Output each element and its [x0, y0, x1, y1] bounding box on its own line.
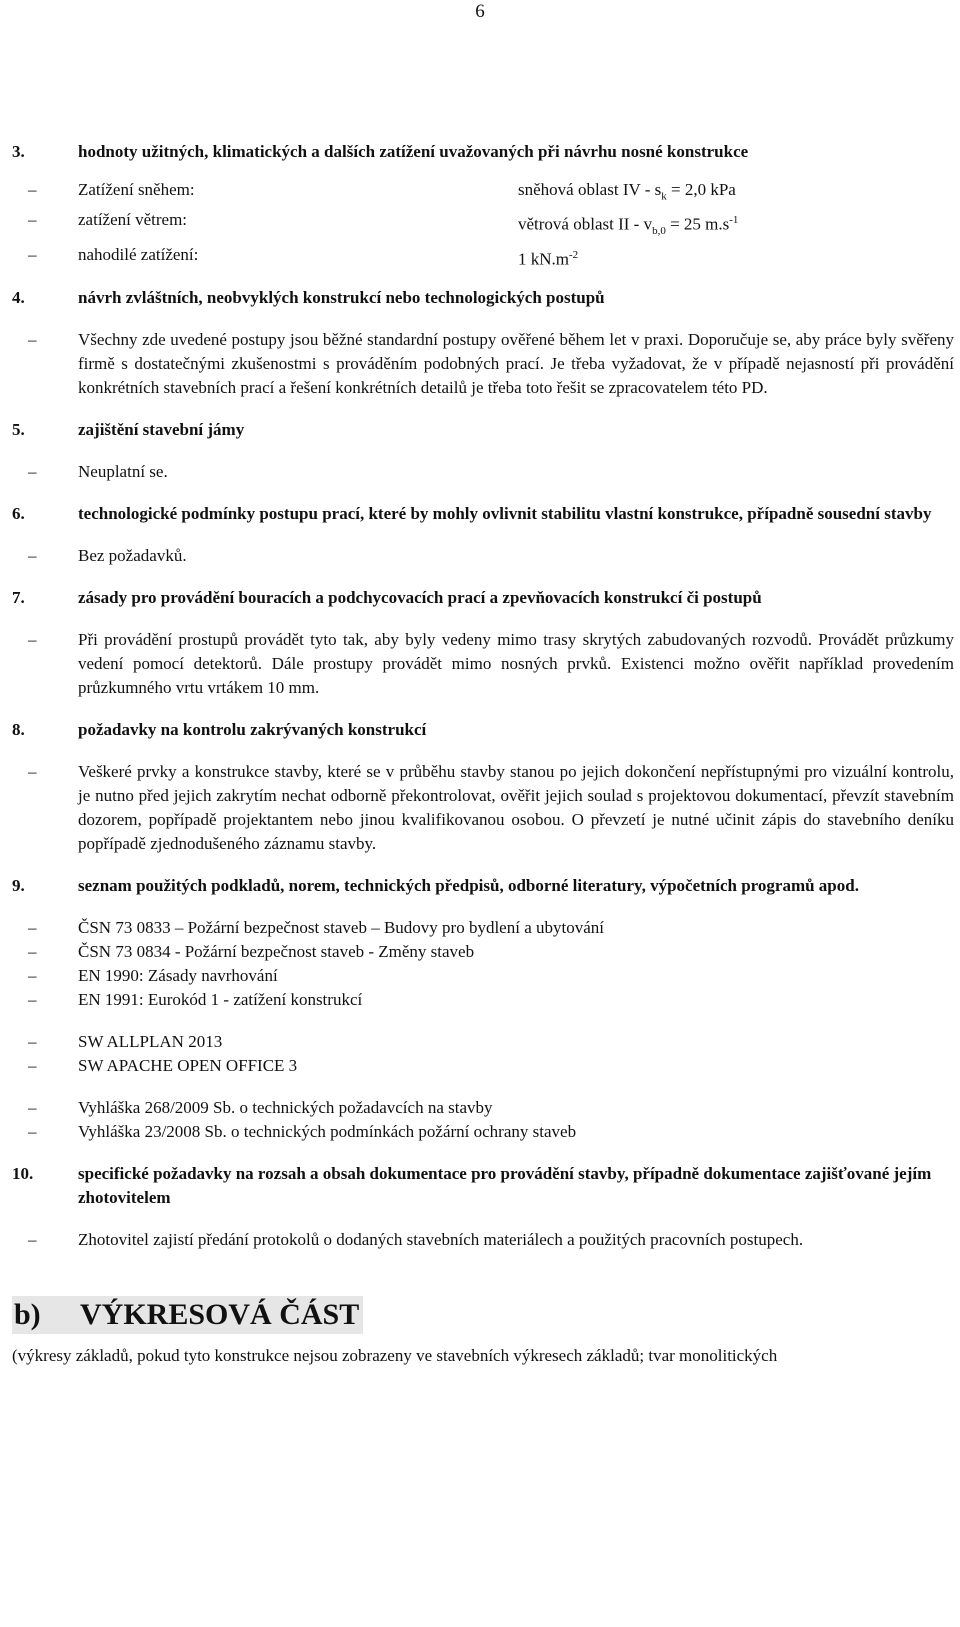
part-number: b) — [14, 1298, 41, 1332]
section-4-heading — [12, 286, 954, 310]
list-item — [12, 1228, 954, 1252]
list-dash: – — [28, 966, 37, 986]
item-text: Neuplatní se. — [78, 462, 168, 482]
part-b-heading — [12, 1296, 363, 1334]
reference-item: – ČSN 73 0834 - Požární bezpečnost staveb - Změny staveb — [12, 940, 954, 964]
section-number: 6. — [12, 504, 25, 524]
section-title: zásady pro provádění bouracích a podchycovacích prací a zpevňovacích konstrukcí či postupů — [78, 588, 762, 608]
page-number: 6 — [475, 1, 485, 22]
item-text: Bez požadavků. — [78, 546, 187, 566]
section-title: specifické požadavky na rozsah a obsah dokumentace pro provádění stavby, případně dokumentace zajišťované jejím zhotovitelem — [78, 1164, 932, 1208]
list-dash: – — [28, 180, 37, 199]
list-dash: – — [28, 762, 37, 782]
regulation-item: – Vyhláška 23/2008 Sb. o technických podmínkách požární ochrany staveb — [12, 1120, 954, 1144]
reference-item: – EN 1991: Eurokód 1 - zatížení konstrukcí — [12, 988, 954, 1012]
section-10-heading — [12, 1162, 954, 1210]
list-dash: – — [28, 546, 37, 566]
list-dash: – — [28, 942, 37, 962]
item-text: Zhotovitel zajistí předání protokolů o dodaných stavebních materiálech a použitých pracovních postupech. — [78, 1230, 804, 1250]
section-title: zajištění stavební jámy — [78, 420, 245, 440]
section-number: 7. — [12, 588, 25, 608]
reference-item: – ČSN 73 0833 – Požární bezpečnost staveb – Budovy pro bydlení a ubytování — [12, 916, 954, 940]
list-dash: – — [28, 1230, 37, 1250]
regulation-item: – Vyhláška 268/2009 Sb. o technických požadavcích na stavby — [12, 1096, 954, 1120]
software-item: – SW APACHE OPEN OFFICE 3 — [12, 1054, 954, 1078]
section-title: hodnoty užitných, klimatických a dalších zatížení uvažovaných při návrhu nosné konstrukce — [78, 142, 749, 161]
list-dash: – — [28, 918, 37, 938]
reference-item: – EN 1990: Zásady navrhování — [12, 964, 954, 988]
list-dash: – — [28, 210, 37, 230]
list-dash: – — [28, 990, 37, 1010]
list-item — [12, 760, 954, 856]
section-9-heading — [12, 874, 954, 898]
document-body — [12, 140, 954, 1368]
item-text: Při provádění prostupů provádět tyto tak, aby byly vedeny mimo trasy skrytých zabudovaných rozvodů. Provádět průzkumy vedení pomocí detektorů. Dále prostupy provádět mimo nosných prvků. Existenci možno ověřit například provedením průzkumného vrtu vrtákem 10 mm. — [78, 630, 954, 698]
section-6-heading — [12, 502, 954, 526]
list-dash: – — [28, 245, 37, 265]
item-text: Všechny zde uvedené postupy jsou běžné standardní postupy ověřené během let v praxi. Doporučuje se, aby práce byly svěřeny firmě s dostatečnými zkušenostmi s prováděním podobných prací. Je třeba vyžadovat, že v případě nejasností při provádění konkrétních stavebních prací a řešení konkrétních detailů je třeba toto řešit se zpracovatelem této PD. — [78, 330, 954, 398]
load-value: větrová oblast II - $v_{b,0} = 25$ $m.s^{-1}$ — [518, 214, 739, 238]
load-value: sněhová oblast IV - $s_k = 2,0$ kPa — [518, 180, 736, 203]
section-number: 3. — [12, 142, 25, 161]
list-item — [12, 628, 954, 700]
load-label: Zatížení sněhem: — [78, 180, 195, 199]
section-3-heading — [12, 140, 954, 164]
list-dash: – — [28, 1098, 37, 1118]
item-text: Veškeré prvky a konstrukce stavby, které se v průběhu stavby stanou po jejich dokončení nepřístupnými pro vizuální kontrolu, je nutno před jejich zakrytím nechat odborně překontrolovat, ověřit jejich soulad s projektovou dokumentací, převzít stavebním dozorem, popřípadě projektantem nebo jinou kvalifikovanou osobou. O převzetí je nutné učinit zápis do stavebního deníku popřípadě zjednodušeného záznamu stavby. — [78, 762, 954, 854]
section-number: 8. — [12, 720, 25, 740]
load-value: 1 $kN.m^{-2}$ — [518, 249, 579, 270]
load-row-snow — [12, 178, 954, 208]
section-8-heading — [12, 718, 954, 742]
section-5-heading — [12, 418, 954, 442]
section-title: technologické podmínky postupu prací, které by mohly ovlivnit stabilitu vlastní konstrukce, případně sousední stavby — [78, 504, 932, 524]
list-item — [12, 544, 954, 568]
section-title: návrh zvláštních, neobvyklých konstrukcí nebo technologických postupů — [78, 288, 605, 308]
section-7-heading — [12, 586, 954, 610]
part-title: VÝKRESOVÁ ČÁST — [80, 1298, 360, 1332]
footer-text: (výkresy základů, pokud tyto konstrukce nejsou zobrazeny ve stavebních výkresech základů; tvar monolitických — [12, 1346, 778, 1366]
list-dash: – — [28, 330, 37, 350]
list-dash: – — [28, 1056, 37, 1076]
list-dash: – — [28, 1032, 37, 1052]
section-number: 10. — [12, 1164, 34, 1184]
section-number: 9. — [12, 876, 25, 896]
section-title: seznam použitých podkladů, norem, technických předpisů, odborné literatury, výpočetních programů apod. — [78, 876, 859, 896]
list-item — [12, 328, 954, 400]
load-row-live — [12, 243, 954, 272]
section-number: 4. — [12, 288, 25, 308]
list-item — [12, 460, 954, 484]
software-item: – SW ALLPLAN 2013 — [12, 1030, 954, 1054]
load-label: nahodilé zatížení: — [78, 245, 199, 265]
section-number: 5. — [12, 420, 25, 440]
list-dash: – — [28, 1122, 37, 1142]
list-dash: – — [28, 630, 37, 650]
section-title: požadavky na kontrolu zakrývaných konstrukcí — [78, 720, 427, 740]
list-dash: – — [28, 462, 37, 482]
load-label: zatížení větrem: — [78, 210, 188, 230]
load-row-wind — [12, 208, 954, 243]
